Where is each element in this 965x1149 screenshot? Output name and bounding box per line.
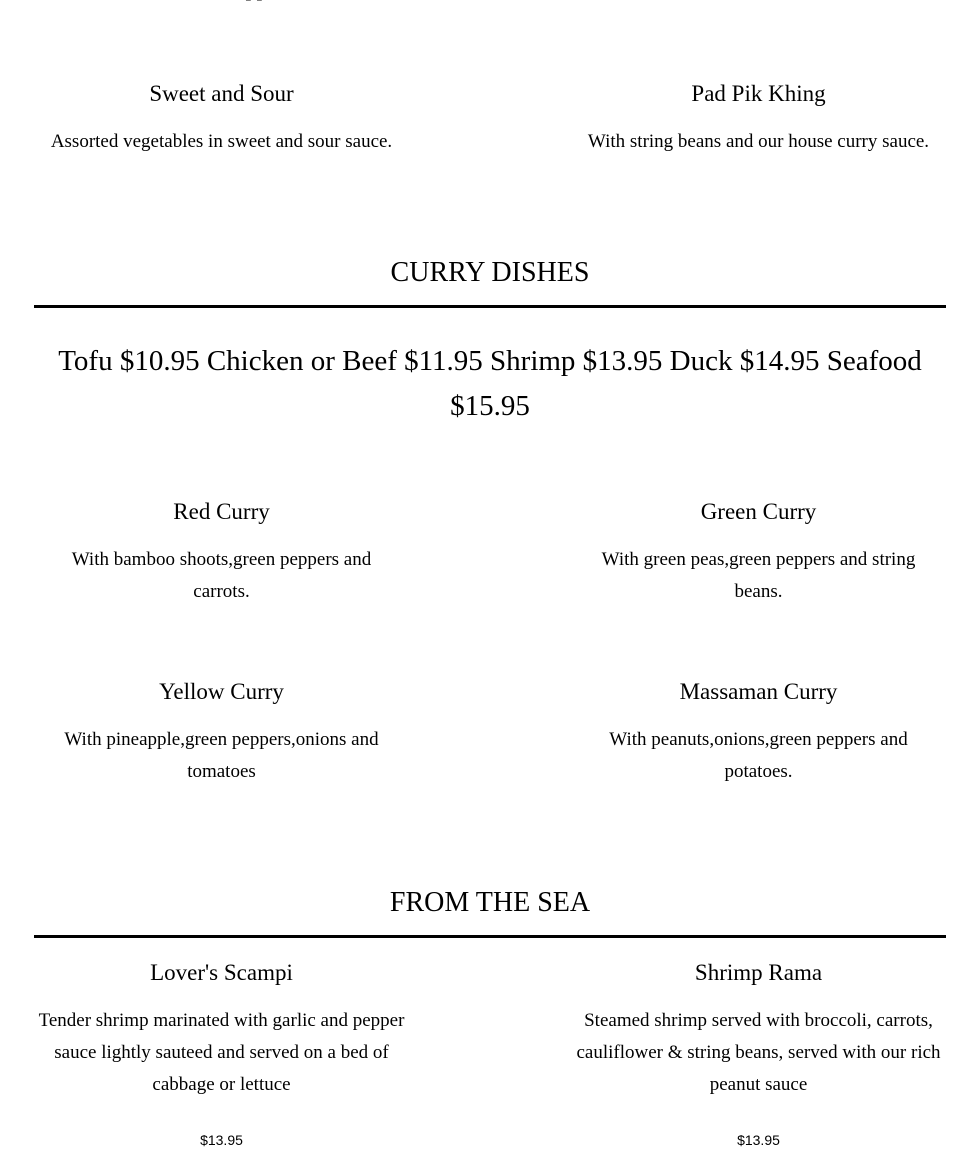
menu-item-name: Lover's Scampi [150,960,293,985]
menu-item-name: Shrimp Rama [694,960,823,985]
section-title-curry: CURRY DISHES [390,257,590,288]
menu-item-shrimp-rama [571,959,946,1149]
menu-item-lovers-scampi [34,959,409,1149]
section-title-from-the-sea: FROM THE SEA [389,887,591,918]
menu-item-description: With string beans and our house curry sauce. [587,131,930,152]
menu-item-name: Sweet and Sour [149,81,294,106]
menu-item-description: Tender shrimp marinated with garlic and pepper sauce lightly sauteed and served on a bed of cabbage or lettuce [38,1010,405,1095]
menu-item-green-curry [571,498,946,608]
menu-item-name: Yellow Curry [159,679,284,704]
menu-item-name: Green Curry [700,499,817,524]
menu-item-name: Massaman Curry [679,679,838,704]
section-divider [34,935,946,938]
cut-item-title-right [571,0,951,2]
menu-item-name: Pad Pik Khing [691,81,826,106]
menu-item-description: With bamboo shoots,green peppers and carrots. [71,549,372,602]
menu-item-description: Steamed shrimp served with broccoli, carrots, cauliflower & string beans, served with our rich peanut sauce [576,1010,941,1095]
menu-item-description: With peanuts,onions,green peppers and potatoes. [609,729,908,782]
menu-item-name: Red Curry [173,499,270,524]
curry-price-list: Tofu $10.95 Chicken or Beef $11.95 Shrimp $13.95 Duck $14.95 Seafood $15.95 [58,345,922,422]
menu-item-yellow-curry [34,678,409,788]
section-divider [34,305,946,308]
menu-item-pad-pik-khing [571,80,946,158]
menu-item-description: Assorted vegetables in sweet and sour sauce. [50,131,393,152]
cut-item-title-left [34,0,414,2]
menu-item-sweet-and-sour [34,80,409,158]
menu-item-price: $13.95 [200,1132,243,1148]
menu-item-description: With pineapple,green peppers,onions and tomatoes [64,729,379,782]
menu-item-massaman-curry [571,678,946,788]
menu-item-red-curry [34,498,409,608]
menu-item-description: With green peas,green peppers and string beans. [601,549,916,602]
menu-item-price: $13.95 [737,1132,780,1148]
